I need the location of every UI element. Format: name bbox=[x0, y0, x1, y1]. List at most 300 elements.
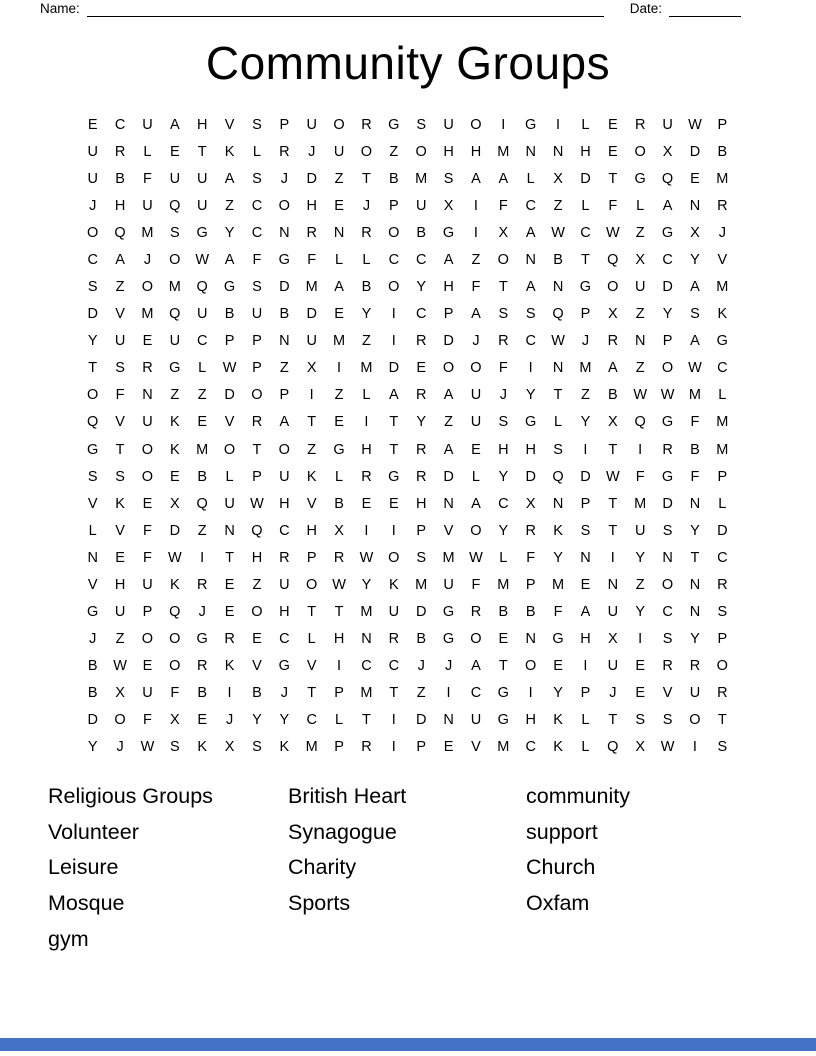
grid-letter: M bbox=[333, 333, 346, 350]
grid-letter: H bbox=[443, 143, 454, 160]
grid-letter: V bbox=[224, 116, 235, 133]
grid-letter: Z bbox=[581, 387, 590, 404]
grid-letter: E bbox=[169, 468, 180, 485]
grid-letter: B bbox=[87, 658, 98, 675]
grid-letter: F bbox=[143, 522, 152, 539]
grid-letter: Y bbox=[553, 685, 563, 702]
grid-letter: O bbox=[634, 143, 646, 160]
grid-letter: J bbox=[89, 631, 97, 648]
grid-letter: V bbox=[115, 306, 125, 323]
grid-letter: T bbox=[252, 441, 262, 458]
grid-letter: V bbox=[306, 495, 317, 512]
grid-letter: J bbox=[609, 685, 617, 702]
grid-letter: U bbox=[142, 685, 153, 702]
grid-letter: M bbox=[360, 604, 373, 621]
grid-letter: B bbox=[197, 685, 208, 702]
grid-letter: X bbox=[443, 197, 454, 214]
grid-letter: R bbox=[361, 739, 372, 756]
grid-letter: P bbox=[334, 685, 344, 702]
grid-letter: Y bbox=[635, 604, 646, 621]
grid-letter: M bbox=[141, 224, 154, 241]
grid-letter: T bbox=[88, 360, 98, 377]
grid-letter: G bbox=[196, 224, 208, 241]
grid-letter: O bbox=[470, 360, 482, 377]
grid-letter: Z bbox=[279, 360, 289, 377]
grid-letter: Y bbox=[361, 306, 372, 323]
grid-letter: S bbox=[553, 441, 563, 458]
grid-letter: N bbox=[580, 549, 591, 566]
grid-letter: I bbox=[473, 224, 478, 241]
word-item: gym bbox=[48, 926, 89, 951]
grid-letter: Y bbox=[690, 251, 700, 268]
grid-letter: K bbox=[388, 576, 399, 593]
grid-letter: F bbox=[115, 387, 125, 404]
grid-letter: N bbox=[142, 387, 153, 404]
grid-letter: R bbox=[525, 522, 536, 539]
grid-letter: T bbox=[307, 685, 317, 702]
grid-letter: V bbox=[471, 739, 481, 756]
grid-letter: X bbox=[169, 495, 180, 512]
grid-letter: D bbox=[415, 712, 427, 729]
grid-letter: R bbox=[607, 333, 619, 350]
grid-letter: S bbox=[498, 306, 509, 323]
grid-letter: C bbox=[525, 197, 536, 214]
grid-letter: G bbox=[333, 441, 345, 458]
grid-letter: D bbox=[443, 333, 454, 350]
grid-letter: L bbox=[335, 712, 344, 729]
grid-letter: P bbox=[416, 522, 427, 539]
grid-letter: A bbox=[471, 170, 481, 187]
grid-letter: K bbox=[169, 414, 180, 431]
grid-letter: E bbox=[87, 116, 98, 133]
date-label: Date: bbox=[629, 1, 662, 16]
grid-letter: U bbox=[169, 170, 181, 187]
grid-letter: M bbox=[415, 170, 428, 187]
grid-letter: Q bbox=[196, 495, 208, 512]
grid-letter: B bbox=[553, 251, 563, 268]
grid-letter: C bbox=[251, 224, 263, 241]
grid-letter: V bbox=[252, 658, 262, 675]
grid-letter: O bbox=[141, 631, 154, 648]
grid-letter: B bbox=[416, 631, 427, 648]
grid-letter: I bbox=[337, 658, 342, 675]
grid-letter: R bbox=[279, 549, 290, 566]
grid-letter: G bbox=[661, 224, 674, 241]
grid-letter: E bbox=[471, 441, 481, 458]
grid-letter: A bbox=[471, 306, 481, 323]
grid-letter: Y bbox=[279, 712, 290, 729]
grid-letter: G bbox=[196, 631, 208, 648]
grid-letter: C bbox=[279, 522, 290, 539]
grid-letter: J bbox=[444, 658, 453, 675]
grid-letter: G bbox=[442, 604, 455, 621]
grid-letter: S bbox=[252, 170, 262, 187]
grid-letter: F bbox=[498, 360, 508, 377]
grid-letter: E bbox=[115, 549, 125, 566]
grid-letter: H bbox=[443, 279, 454, 296]
grid-letter: P bbox=[279, 387, 290, 404]
grid-letter: B bbox=[690, 441, 700, 458]
grid-letter: X bbox=[635, 251, 646, 268]
grid-letter: T bbox=[498, 658, 508, 675]
grid-letter: U bbox=[470, 414, 482, 431]
grid-letter: Q bbox=[196, 279, 208, 296]
grid-letter: T bbox=[307, 604, 317, 621]
grid-letter: O bbox=[470, 631, 482, 648]
grid-letter: Z bbox=[115, 279, 125, 296]
grid-letter: G bbox=[388, 116, 400, 133]
grid-letter: B bbox=[361, 279, 372, 296]
grid-letter: R bbox=[415, 333, 427, 350]
grid-letter: O bbox=[661, 360, 674, 377]
grid-letter: J bbox=[280, 685, 288, 702]
grid-letter: A bbox=[334, 279, 344, 296]
grid-letter: G bbox=[442, 224, 455, 241]
grid-letter: V bbox=[115, 522, 125, 539]
grid-letter: M bbox=[168, 279, 181, 296]
grid-letter: E bbox=[334, 414, 344, 431]
grid-letter: N bbox=[443, 712, 454, 729]
grid-letter: M bbox=[497, 739, 510, 756]
grid-letter: Y bbox=[416, 414, 427, 431]
grid-letter: M bbox=[716, 441, 729, 458]
grid-letter: S bbox=[525, 306, 536, 323]
grid-letter: U bbox=[470, 712, 482, 729]
grid-letter: J bbox=[225, 712, 234, 729]
grid-letter: K bbox=[306, 468, 317, 485]
grid-letter: U bbox=[662, 116, 673, 133]
grid-letter: T bbox=[608, 170, 618, 187]
grid-letter: C bbox=[717, 360, 728, 377]
grid-letter: M bbox=[552, 576, 565, 593]
grid-letter: T bbox=[553, 387, 563, 404]
grid-letter: F bbox=[143, 549, 152, 566]
name-date-row bbox=[40, 1, 741, 17]
grid-letter: E bbox=[443, 739, 454, 756]
grid-letter: U bbox=[306, 333, 317, 350]
grid-letter: T bbox=[307, 414, 317, 431]
grid-letter: O bbox=[169, 251, 181, 268]
grid-letter: E bbox=[388, 495, 399, 512]
grid-letter: M bbox=[415, 576, 428, 593]
grid-letter: N bbox=[689, 495, 701, 512]
grid-letter: S bbox=[169, 739, 180, 756]
grid-letter: H bbox=[580, 143, 591, 160]
grid-letter: V bbox=[717, 251, 728, 268]
grid-letter: O bbox=[360, 143, 373, 160]
grid-letter: P bbox=[306, 549, 317, 566]
grid-letter: O bbox=[251, 604, 263, 621]
grid-letter: G bbox=[388, 468, 400, 485]
grid-letter: I bbox=[610, 549, 615, 566]
grid-letter: S bbox=[662, 631, 673, 648]
grid-letter: E bbox=[416, 360, 427, 377]
grid-letter: S bbox=[416, 116, 427, 133]
grid-letter: N bbox=[525, 251, 536, 268]
grid-letter: A bbox=[443, 441, 454, 458]
grid-letter: I bbox=[446, 685, 451, 702]
grid-letter: Z bbox=[225, 197, 234, 214]
grid-letter: W bbox=[551, 224, 565, 241]
grid-letter: O bbox=[141, 468, 154, 485]
grid-letter: R bbox=[142, 360, 153, 377]
grid-letter: R bbox=[361, 224, 372, 241]
grid-letter: T bbox=[362, 712, 371, 729]
grid-letter: M bbox=[716, 414, 729, 431]
grid-letter: C bbox=[498, 495, 509, 512]
grid-letter: O bbox=[306, 576, 318, 593]
grid-letter: F bbox=[471, 576, 481, 593]
grid-letter: I bbox=[391, 333, 396, 350]
name-label: Name: bbox=[40, 1, 80, 16]
grid-letter: C bbox=[196, 333, 208, 350]
grid-letter: R bbox=[689, 658, 701, 675]
grid-letter: M bbox=[497, 143, 510, 160]
grid-letter: R bbox=[279, 143, 290, 160]
grid-letter: L bbox=[499, 549, 508, 566]
grid-letter: O bbox=[141, 441, 154, 458]
grid-letter: S bbox=[416, 549, 427, 566]
grid-letter: P bbox=[717, 468, 728, 485]
word-item: Church bbox=[526, 855, 596, 880]
grid-letter: H bbox=[279, 495, 290, 512]
grid-letter: K bbox=[553, 712, 563, 729]
grid-letter: X bbox=[662, 143, 673, 160]
grid-letter: L bbox=[335, 251, 344, 268]
grid-letter: P bbox=[580, 306, 591, 323]
grid-letter: A bbox=[498, 170, 509, 187]
grid-letter: I bbox=[556, 116, 561, 133]
grid-letter: E bbox=[197, 414, 208, 431]
grid-letter: Y bbox=[252, 712, 262, 729]
grid-letter: B bbox=[224, 306, 235, 323]
grid-letter: J bbox=[280, 170, 288, 187]
grid-letter: M bbox=[579, 360, 592, 377]
grid-letter: P bbox=[252, 360, 262, 377]
grid-letter: M bbox=[716, 279, 729, 296]
grid-letter: M bbox=[305, 279, 318, 296]
grid-letter: R bbox=[415, 387, 427, 404]
grid-letter: R bbox=[470, 604, 482, 621]
grid-letter: D bbox=[580, 468, 591, 485]
grid-letter: I bbox=[692, 739, 697, 756]
grid-letter: L bbox=[471, 468, 480, 485]
grid-letter: H bbox=[525, 712, 536, 729]
grid-letter: D bbox=[443, 468, 454, 485]
grid-letter: W bbox=[688, 116, 702, 133]
grid-letter: R bbox=[306, 224, 317, 241]
grid-letter: I bbox=[309, 387, 314, 404]
grid-letter: N bbox=[552, 143, 564, 160]
grid-letter: O bbox=[470, 116, 482, 133]
grid-letter: B bbox=[416, 224, 427, 241]
grid-letter: K bbox=[553, 739, 563, 756]
grid-letter: A bbox=[224, 251, 235, 268]
grid-letter: L bbox=[636, 197, 645, 214]
grid-letter: Q bbox=[169, 604, 181, 621]
grid-letter: E bbox=[498, 631, 509, 648]
grid-letter: K bbox=[717, 306, 728, 323]
grid-letter: U bbox=[279, 576, 290, 593]
grid-letter: D bbox=[662, 495, 673, 512]
grid-letter: O bbox=[251, 387, 263, 404]
grid-letter: F bbox=[553, 604, 563, 621]
grid-letter: W bbox=[633, 387, 648, 404]
footer-bar bbox=[0, 1038, 816, 1051]
grid-letter: F bbox=[690, 414, 700, 431]
grid-letter: N bbox=[552, 495, 564, 512]
grid-letter: R bbox=[114, 143, 126, 160]
grid-letter: H bbox=[306, 197, 317, 214]
grid-letter: X bbox=[306, 360, 317, 377]
grid-letter: G bbox=[497, 712, 509, 729]
grid-letter: R bbox=[662, 441, 673, 458]
grid-letter: F bbox=[635, 468, 645, 485]
grid-letter: O bbox=[716, 658, 728, 675]
grid-letter: Y bbox=[662, 306, 673, 323]
grid-letter: B bbox=[87, 685, 98, 702]
grid-letter: C bbox=[251, 197, 263, 214]
grid-letter: N bbox=[443, 495, 454, 512]
grid-letter: C bbox=[388, 251, 400, 268]
grid-letter: X bbox=[690, 224, 700, 241]
grid-letter: B bbox=[498, 604, 509, 621]
grid-letter: D bbox=[662, 279, 673, 296]
grid-letter: U bbox=[224, 495, 235, 512]
grid-letter: W bbox=[605, 224, 620, 241]
grid-letter: H bbox=[470, 143, 482, 160]
grid-letter: T bbox=[389, 441, 399, 458]
grid-letter: N bbox=[361, 631, 372, 648]
grid-letter: X bbox=[169, 712, 180, 729]
grid-letter: W bbox=[250, 495, 264, 512]
grid-letter: H bbox=[251, 549, 263, 566]
grid-letter: F bbox=[143, 712, 152, 729]
grid-letter: K bbox=[169, 441, 180, 458]
grid-letter: U bbox=[689, 685, 701, 702]
grid-letter: O bbox=[333, 116, 345, 133]
grid-letter: I bbox=[391, 522, 396, 539]
grid-letter: F bbox=[252, 251, 262, 268]
grid-letter: C bbox=[114, 116, 126, 133]
grid-letter: Y bbox=[635, 549, 646, 566]
grid-letter: N bbox=[525, 631, 536, 648]
grid-letter: S bbox=[690, 306, 700, 323]
grid-letter: I bbox=[200, 549, 205, 566]
grid-letter: E bbox=[690, 170, 700, 187]
grid-letter: U bbox=[114, 604, 126, 621]
grid-letter: M bbox=[688, 387, 701, 404]
grid-letter: U bbox=[169, 333, 181, 350]
grid-letter: Q bbox=[114, 224, 126, 241]
grid-letter: G bbox=[525, 116, 537, 133]
grid-letter: N bbox=[552, 360, 564, 377]
grid-letter: Q bbox=[169, 306, 181, 323]
grid-letter: O bbox=[278, 197, 290, 214]
grid-letter: G bbox=[525, 414, 537, 431]
grid-letter: W bbox=[660, 739, 675, 756]
grid-letter: T bbox=[389, 685, 399, 702]
grid-letter: X bbox=[115, 685, 125, 702]
grid-letter: Y bbox=[498, 468, 509, 485]
grid-letter: G bbox=[497, 685, 509, 702]
grid-letter: D bbox=[306, 306, 317, 323]
grid-letter: M bbox=[360, 685, 373, 702]
grid-letter: V bbox=[662, 685, 673, 702]
grid-letter: W bbox=[332, 576, 346, 593]
grid-letter: S bbox=[252, 739, 262, 756]
grid-letter: Y bbox=[361, 576, 372, 593]
grid-letter: U bbox=[634, 522, 646, 539]
grid-letter: R bbox=[388, 631, 400, 648]
word-item: British Heart bbox=[288, 784, 407, 808]
grid-letter: U bbox=[333, 143, 345, 160]
grid-letter: N bbox=[279, 333, 290, 350]
grid-letter: O bbox=[388, 549, 400, 566]
grid-letter: T bbox=[608, 441, 618, 458]
grid-letter: E bbox=[252, 631, 262, 648]
grid-letter: K bbox=[169, 576, 180, 593]
grid-letter: E bbox=[197, 712, 208, 729]
grid-letter: G bbox=[579, 279, 592, 296]
grid-letter: T bbox=[608, 522, 618, 539]
grid-letter: B bbox=[279, 306, 290, 323]
grid-letter: H bbox=[279, 604, 290, 621]
grid-letter: O bbox=[223, 441, 236, 458]
grid-letter: A bbox=[607, 360, 618, 377]
grid-letter: L bbox=[225, 468, 234, 485]
grid-letter: L bbox=[88, 522, 97, 539]
grid-letter: R bbox=[333, 549, 345, 566]
grid-letter: E bbox=[553, 658, 563, 675]
grid-letter: A bbox=[279, 414, 290, 431]
grid-letter: S bbox=[662, 712, 673, 729]
grid-letter: I bbox=[227, 685, 232, 702]
grid-letter: Z bbox=[416, 685, 426, 702]
grid-letter: D bbox=[87, 306, 98, 323]
grid-letter: U bbox=[142, 116, 153, 133]
grid-letter: O bbox=[169, 658, 181, 675]
grid-letter: Q bbox=[607, 251, 619, 268]
grid-letter: M bbox=[360, 360, 373, 377]
grid-letter: J bbox=[581, 333, 590, 350]
grid-letter: D bbox=[525, 468, 536, 485]
grid-letter: U bbox=[607, 604, 619, 621]
grid-letter: W bbox=[113, 658, 127, 675]
grid-letter: O bbox=[497, 251, 509, 268]
grid-letter: C bbox=[662, 251, 673, 268]
grid-letter: H bbox=[196, 116, 208, 133]
grid-letter: B bbox=[115, 170, 125, 187]
grid-letter: I bbox=[638, 441, 643, 458]
grid-letter: R bbox=[196, 576, 208, 593]
grid-letter: T bbox=[581, 251, 590, 268]
grid-letter: L bbox=[718, 495, 727, 512]
grid-letter: S bbox=[443, 170, 454, 187]
grid-letter: N bbox=[689, 576, 701, 593]
grid-letter: C bbox=[415, 251, 427, 268]
grid-letter: I bbox=[364, 522, 369, 539]
grid-letter: Y bbox=[553, 549, 563, 566]
grid-letter: P bbox=[717, 116, 728, 133]
word-column-2 bbox=[288, 779, 406, 922]
grid-letter: A bbox=[115, 251, 125, 268]
grid-letter: Q bbox=[552, 306, 564, 323]
grid-letter: N bbox=[224, 522, 235, 539]
grid-letter: J bbox=[472, 333, 480, 350]
grid-letter: Z bbox=[197, 522, 207, 539]
grid-letter: V bbox=[115, 414, 125, 431]
